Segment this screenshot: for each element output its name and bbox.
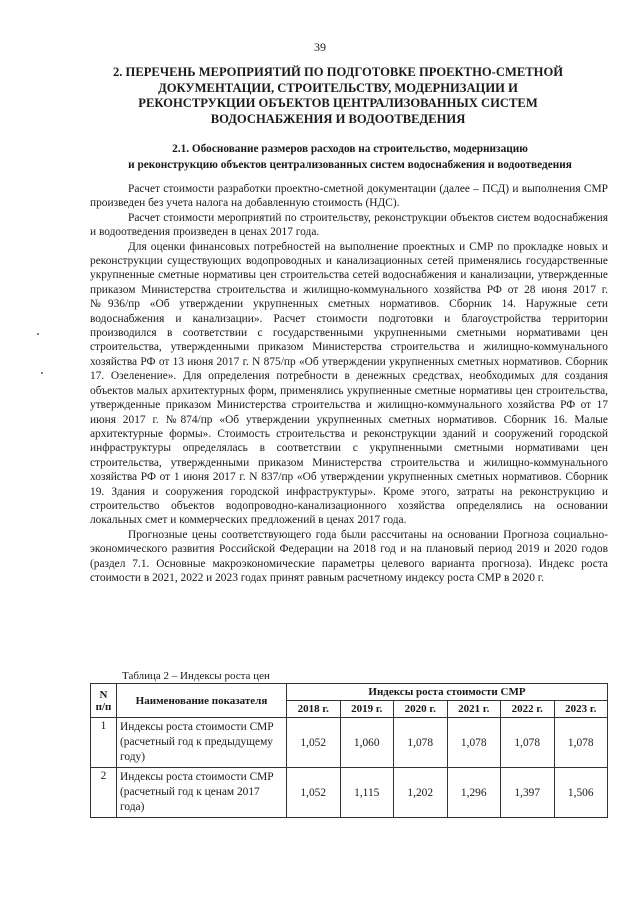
section-title-line: ДОКУМЕНТАЦИИ, СТРОИТЕЛЬСТВУ, МОДЕРНИЗАЦИИ И	[158, 80, 518, 95]
subsection-title-line: 2.1. Обоснование размеров расходов на строительство, модернизацию	[172, 143, 528, 155]
row-value: 1,078	[394, 718, 448, 768]
subsection-title-line: и реконструкцию объектов централизованных систем водоснабжения и водоотведения	[128, 159, 572, 171]
header-year: 2020 г.	[394, 701, 448, 718]
row-value: 1,506	[554, 768, 608, 818]
row-value: 1,397	[501, 768, 555, 818]
scan-speck	[37, 333, 39, 335]
paragraph: Для оценки финансовых потребностей на выполнение проектных и СМР по прокладке новых и реконструкции существующих водопроводных и канализационных сетей применялись государственные укрупненные сметные нормативы цен строительства сетей водоснабжения и канализации, утвержденные приказом Министерства строительства и жилищно-коммунального хозяйства РФ от 28 июня 2017 г. №936/пр «Об утверждении укрупненных сметных нормативов. Сборник 14. Наружные сети водоснабжения и канализации». Расчет стоимости подготовки и благоустройства территории производился в соответствии с государственными укрупненными сметными нормативами цен строительства, утвержденными приказом Министерства строительства и жилищно-коммунального хозяйства РФ от 13 июня 2017 г. N 875/пр «Об утверждении укрупненных сметных нормативов. Сборник 17. Озеленение». Для определения потребности в денежных средствах, необходимых для создания объектов малых архитектурных форм, применялись укрупненные сметные нормативы цен строительства, утвержденные приказом Министерства строительства и жилищно-коммунального хозяйства РФ от 17 июня 2017 г. №874/пр «Об утверждении укрупненных сметных нормативов. Сборник 16. Малые архитектурные формы». Стоимость строительства и реконструкции зданий и сооружений городской инфраструктуры определялась в соответствии с укрупненными сметными нормативами цен строительства, утвержденными приказом Министерства строительства и жилищно-коммунального хозяйства РФ от 1 июня 2017 г. N 837/пр «Об утверждении укрупненных сметных нормативов. Сборник 19. Здания и сооружения городской инфраструктуры». Кроме этого, затраты на реконструкцию и строительство объектов водопроводно-канализационного хозяйства определялись на основании локальных смет и коммерческих предложений в ценах 2017 года.	[90, 240, 608, 527]
row-value: 1,202	[394, 768, 448, 818]
row-value: 1,060	[340, 718, 394, 768]
header-name: Наименование показателя	[117, 684, 287, 718]
paragraph: Расчет стоимости мероприятий по строительству, реконструкции объектов систем водоснабжения и водоотведения произведен в ценах 2017 года.	[90, 211, 608, 239]
paragraph: Прогнозные цены соответствующего года были рассчитаны на основании Прогноза социально-экономического развития Российской Федерации на 2018 год и на плановый период 2019 и 2020 годов (раздел 7.1. Основные макроэкономические параметры целевого варианта прогноза). Индекс роста стоимости в 2021, 2022 и 2023 годах принят равным расчетному индексу роста СМР в 2020 г.	[90, 528, 608, 584]
page-number: 39	[314, 40, 326, 54]
table-row	[91, 768, 608, 818]
header-num: N п/п	[91, 684, 117, 718]
paragraph: Расчет стоимости разработки проектно-сметной документации (далее – ПСД) и выполнения СМР произведен без учета налога на добавленную стоимость (НДС).	[90, 183, 608, 210]
row-value: 1,052	[287, 718, 341, 768]
row-num: 1	[91, 718, 117, 768]
row-value: 1,078	[554, 718, 608, 768]
row-value: 1,296	[447, 768, 501, 818]
section-title	[88, 65, 588, 127]
subsection-title	[90, 141, 610, 173]
section-title-line: 2. ПЕРЕЧЕНЬ МЕРОПРИЯТИЙ ПО ПОДГОТОВКЕ ПРОЕКТНО-СМЕТНОЙ	[112, 65, 564, 79]
body-text	[90, 182, 608, 585]
row-name: Индексы роста стоимости СМР (расчетный год к ценам 2017 года)	[117, 768, 287, 818]
header-year: 2019 г.	[340, 701, 394, 718]
header-group: Индексы роста стоимости СМР	[287, 684, 608, 701]
section-title-line: РЕКОНСТРУКЦИИ ОБЪЕКТОВ ЦЕНТРАЛИЗОВАННЫХ СИСТЕМ	[138, 96, 538, 111]
table-caption: Таблица 2 – Индексы роста цен	[122, 670, 270, 682]
section-title-line: ВОДОСНАБЖЕНИЯ И ВОДООТВЕДЕНИЯ	[210, 111, 466, 126]
header-year: 2022 г.	[501, 701, 555, 718]
price-index-table	[90, 683, 608, 818]
header-year: 2018 г.	[287, 701, 341, 718]
row-name: Индексы роста стоимости СМР (расчетный год к предыдущему году)	[117, 718, 287, 768]
scan-speck	[41, 372, 43, 374]
row-value: 1,078	[447, 718, 501, 768]
header-year: 2021 г.	[447, 701, 501, 718]
header-year: 2023 г.	[554, 701, 608, 718]
row-value: 1,052	[287, 768, 341, 818]
row-num: 2	[91, 768, 117, 818]
row-value: 1,115	[340, 768, 394, 818]
table-row	[91, 718, 608, 768]
row-value: 1,078	[501, 718, 555, 768]
